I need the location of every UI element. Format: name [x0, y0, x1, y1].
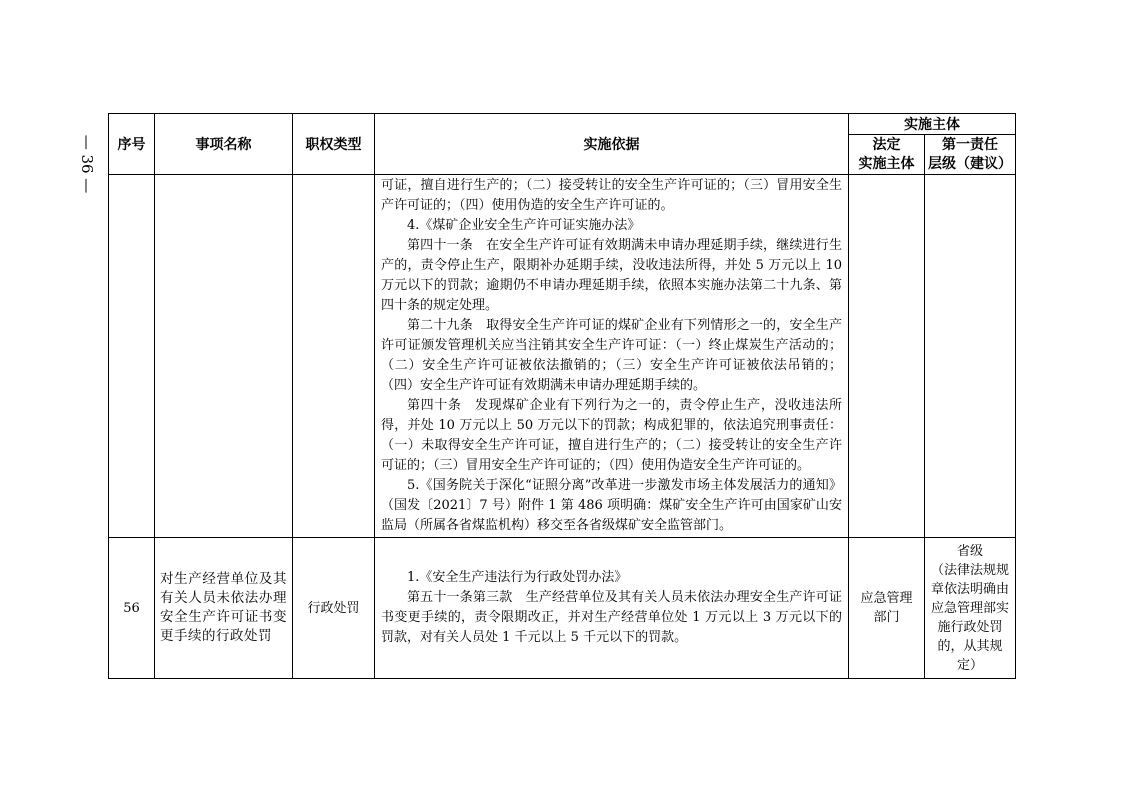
row-responsibility-level	[925, 538, 1016, 679]
page-number: — 36 —	[78, 134, 96, 194]
header-legal-body-line1: 法定	[872, 136, 901, 153]
header-legal-body	[849, 135, 925, 175]
header-type: 职权类型	[293, 114, 375, 175]
header-seq: 序号	[109, 114, 155, 175]
table-row-continuation	[109, 175, 1016, 538]
cont-level-cell	[925, 175, 1016, 538]
enforcement-table	[108, 113, 1016, 679]
row-seq: 56	[109, 538, 155, 679]
basis-paragraph: 第五十一条第三款 生产经营单位及其有关人员未依法办理安全生产许可证书变更手续的，责令限期改正，并对生产经营单位处 1 万元以上 3 万元以下的罚款，对有关人员处 1 千元以上 5 千元以下的罚款。	[381, 590, 842, 645]
header-first-responsibility	[925, 135, 1016, 175]
cont-type-cell	[293, 175, 375, 538]
basis-paragraph: 第二十九条 取得安全生产许可证的煤矿企业有下列情形之一的，安全生产许可证颁发管理机关应当注销其安全生产许可证：（一）终止煤炭生产活动的；（二）安全生产许可证被依法撤销的；（三）安全生产许可证被依法吊销的；（四）安全生产许可证有效期满未申请办理延期手续的。	[381, 318, 842, 393]
table-row	[109, 538, 1016, 679]
basis-paragraph: 第四十一条 在安全生产许可证有效期满未申请办理延期手续，继续进行生产的，责令停止生产，限期补办延期手续，没收违法所得，并处 5 万元以上 10 万元以下的罚款；逾期仍不申请办理延期手续，依照本实施办法第二十九条、第四十条的规定处理。	[381, 238, 842, 313]
header-first-resp-line1: 第一责任	[942, 136, 998, 153]
row-power-type: 行政处罚	[293, 538, 375, 679]
cont-basis-cell	[375, 175, 849, 538]
header-name: 事项名称	[155, 114, 293, 175]
cont-name-cell	[155, 175, 293, 538]
cont-legal-body-cell	[849, 175, 925, 538]
basis-paragraph: 4.《煤矿企业安全生产许可证实施办法》	[407, 218, 641, 233]
header-implementing-body: 实施主体	[849, 114, 1016, 135]
basis-paragraph: 可证，擅自进行生产的；（二）接受转让的安全生产许可证的；（三）冒用安全生产许可证的；（四）使用伪造的安全生产许可证的。	[381, 178, 842, 213]
basis-paragraph: 5.《国务院关于深化“证照分离”改革进一步激发市场主体发展活力的通知》（国发〔2021〕7 号）附件 1 第 486 项明确：煤矿安全生产许可由国家矿山安监局（所属各省煤监机构）移交至各省级煤矿安全监管部门。	[381, 478, 842, 533]
basis-title: 1.《安全生产违法行为行政处罚办法》	[407, 570, 628, 585]
header-basis: 实施依据	[375, 114, 849, 175]
row-item-name: 对生产经营单位及其有关人员未依法办理安全生产许可证书变更手续的行政处罚	[155, 538, 293, 679]
cont-seq-cell	[109, 175, 155, 538]
level-primary: 省级	[956, 543, 983, 559]
row-legal-body: 应急管理部门	[849, 538, 925, 679]
basis-paragraph: 第四十条 发现煤矿企业有下列行为之一的，责令停止生产，没收违法所得，并处 10 万元以上 50 万元以下的罚款；构成犯罪的，依法追究刑事责任：（一）未取得安全生产许可证，擅自进行生产的；（二）接受转让的安全生产许可证的；（三）冒用安全生产许可证的；（四）使用伪造安全生产许可证的。	[381, 398, 842, 473]
row-basis	[375, 538, 849, 679]
header-first-resp-line2: 层级（建议）	[928, 155, 1012, 172]
header-legal-body-line2: 实施主体	[858, 155, 915, 172]
level-note: （法律法规规章依法明确由应急管理部实施行政处罚的，从其规定）	[930, 562, 1009, 673]
